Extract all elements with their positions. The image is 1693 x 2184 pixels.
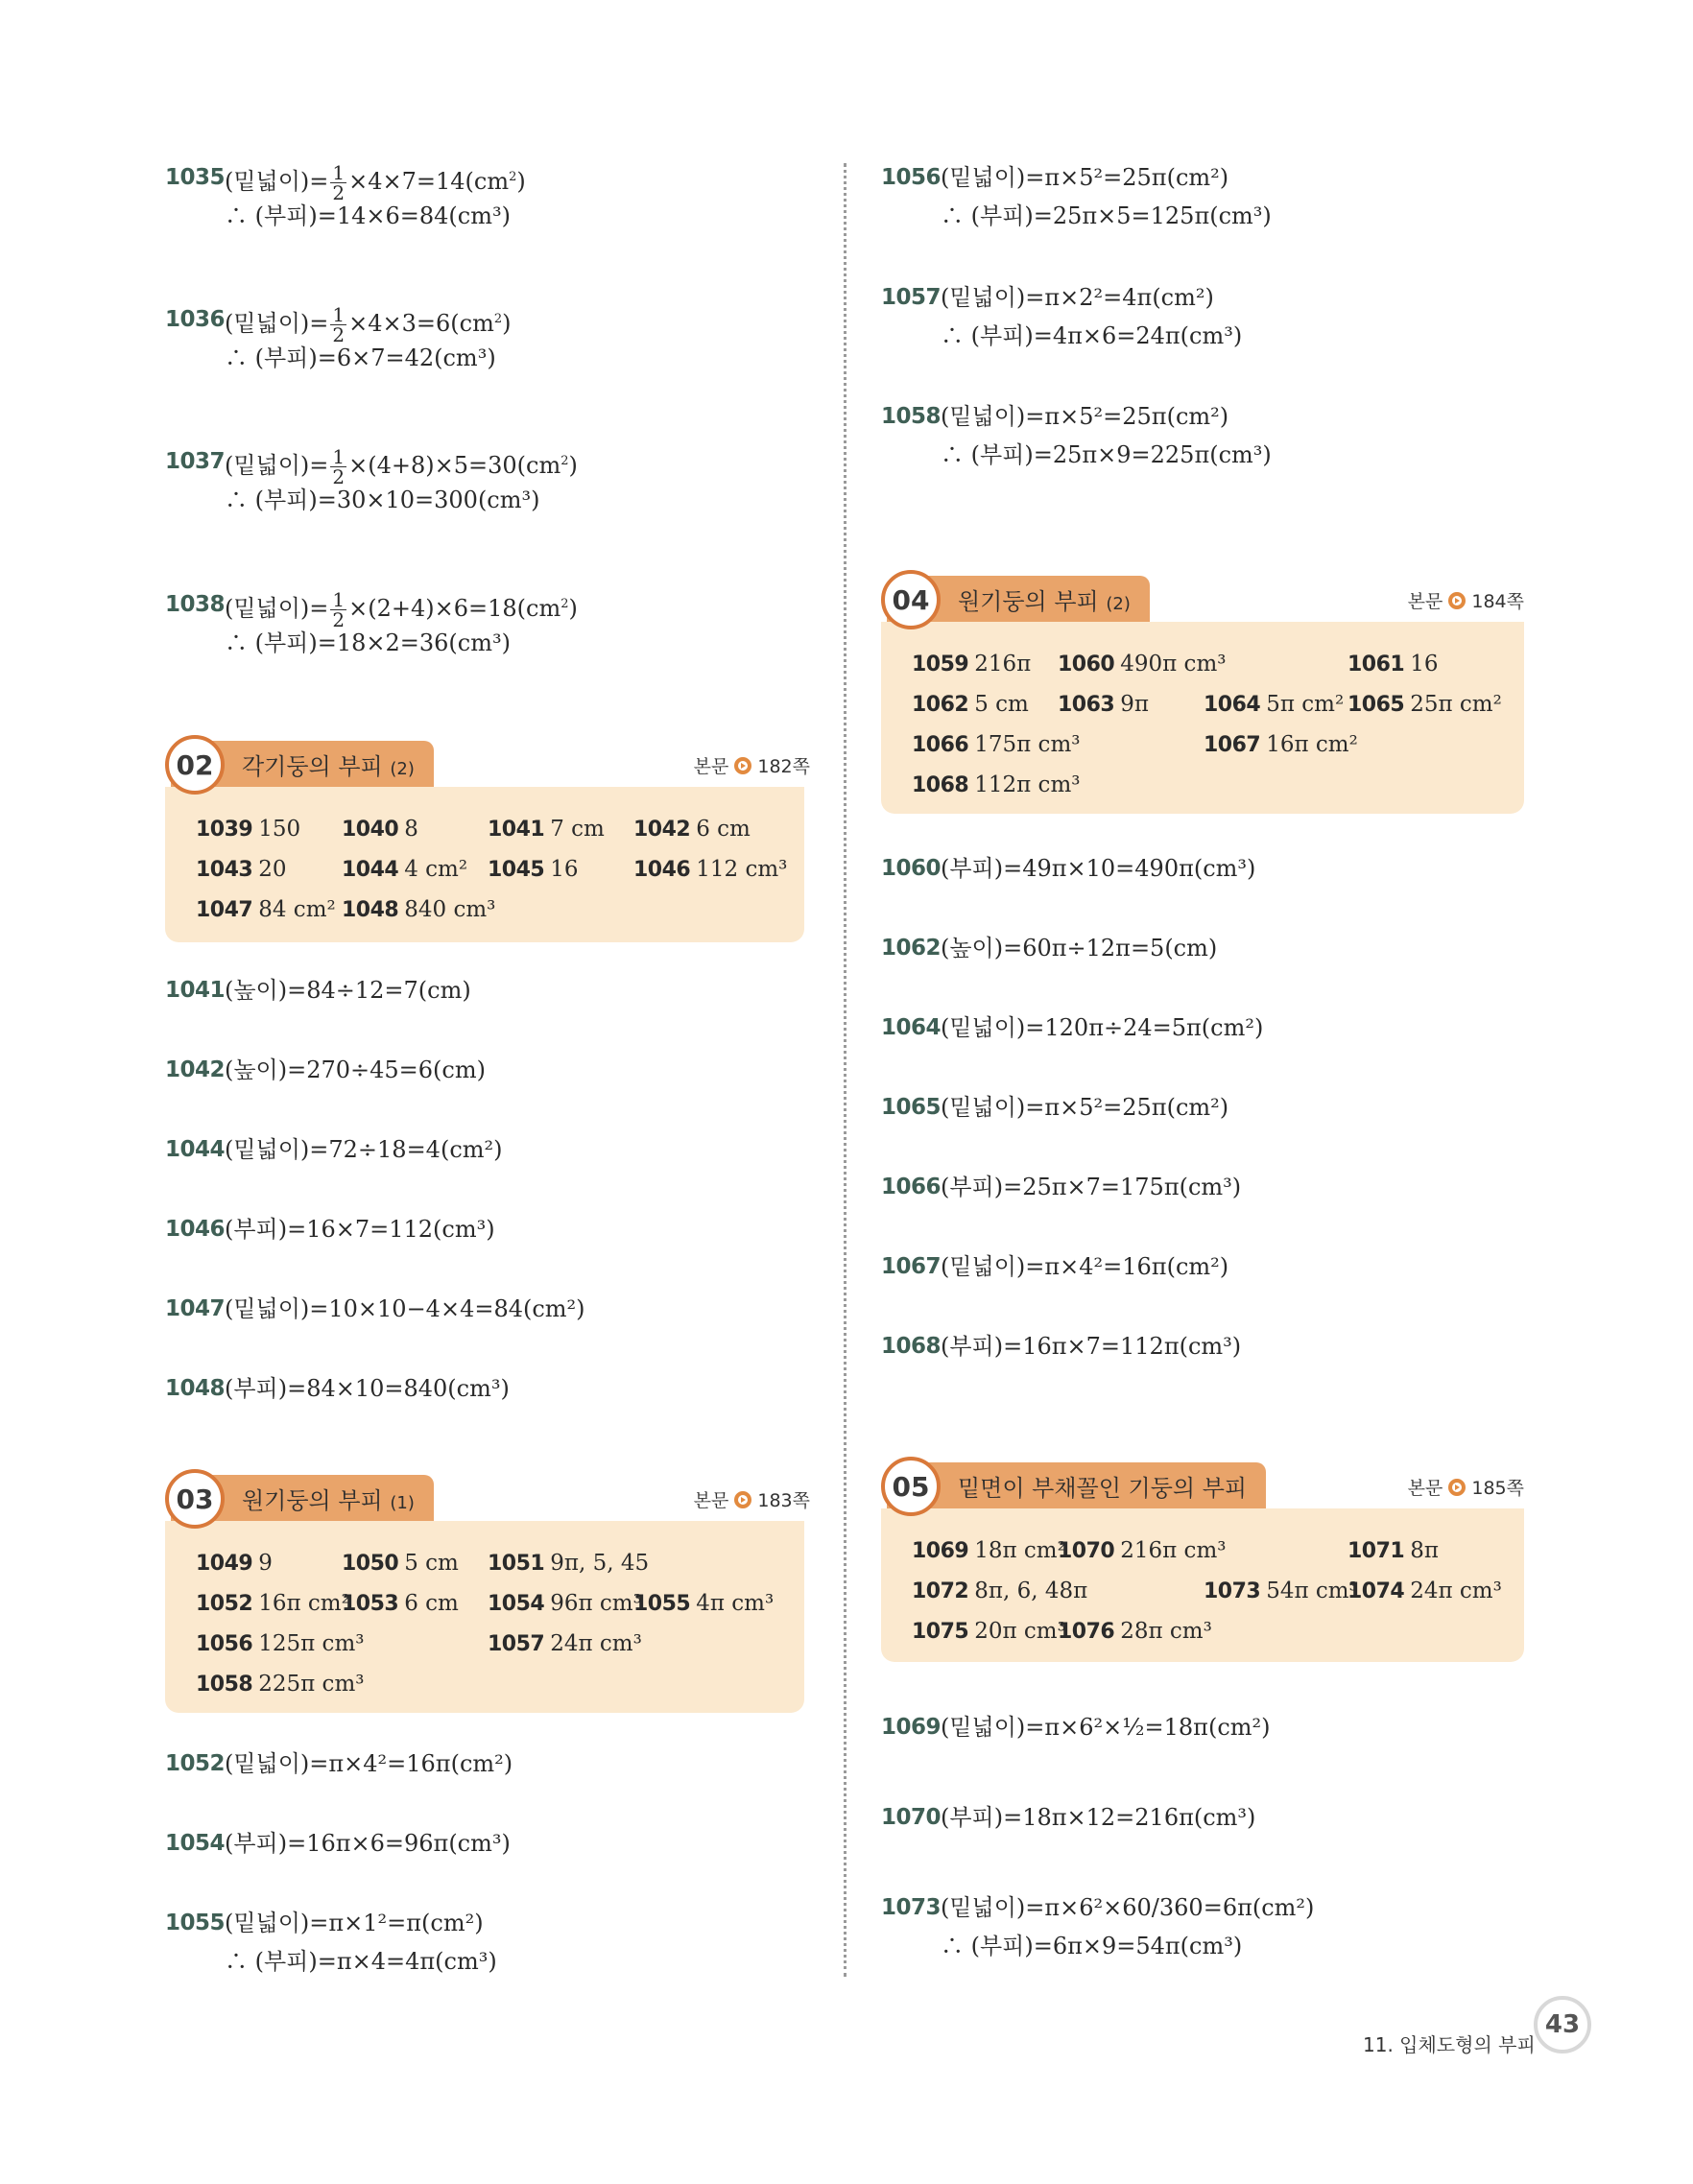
section-badge: 02 [165, 735, 225, 795]
page-reference: 본문 184쪽 [1407, 591, 1524, 612]
solution-line: (밑넓이)=π×6²×60/360=6π(cm²) [941, 1894, 1315, 1921]
solution-1038 [165, 585, 578, 662]
problem-number: 1044 [165, 1137, 226, 1162]
problem-number: 1035 [165, 165, 226, 190]
problem-number: 1062 [881, 936, 942, 961]
answer-item: 1065 25π cm² [1347, 692, 1502, 717]
solution-1036 [165, 300, 511, 377]
problem-number: 1058 [881, 404, 942, 429]
solution-1073 [881, 1888, 1314, 1965]
solution-line: (밑넓이)= $\frac{1}{2}$ $\times 4\times 7=14(cm^2)$ [225, 161, 526, 204]
solution-line: (부피)=84×10=840(cm³) [225, 1375, 510, 1402]
problem-number: 1038 [165, 592, 226, 617]
solution-1035 [165, 158, 526, 235]
solution-line: (밑넓이)= $\frac{1}{2}$ $\times 4\times 3=6(cm^2)$ [225, 303, 512, 346]
problem-number: 1047 [165, 1296, 226, 1321]
answer-item: 1049 9 [196, 1551, 273, 1576]
solution-line: ∴ (부피)=14×6=84(cm³) [225, 202, 511, 229]
solution-line: (밑넓이)=10×10−4×4=84(cm²) [225, 1295, 585, 1322]
answer-item: 1054 96π cm³ [488, 1591, 642, 1616]
answer-item: 1053 6 cm [342, 1591, 459, 1616]
solution-line: (밑넓이)= $\frac{1}{2}$ $\times(2+4)\times 6=18(cm^2)$ [225, 588, 578, 631]
problem-number: 1068 [881, 1334, 942, 1359]
solution-line: (부피)=16×7=112(cm³) [225, 1216, 495, 1243]
solution-1060 [881, 849, 1255, 888]
problem-number: 1069 [881, 1715, 942, 1740]
section-04-answer-box [881, 622, 1524, 814]
solution-line: ∴ (부피)=6×7=42(cm³) [225, 344, 496, 371]
problem-number: 1064 [881, 1015, 942, 1040]
section-02-header [171, 741, 810, 789]
problem-number: 1057 [881, 285, 942, 310]
answer-item: 1057 24π cm³ [488, 1631, 642, 1656]
problem-number: 1052 [165, 1751, 226, 1776]
solution-line: (밑넓이)=120π÷24=5π(cm²) [941, 1014, 1264, 1041]
solution-line: (밑넓이)= $\frac{1}{2}$ $\times(4+8)\times 5=30(cm^2)$ [225, 445, 578, 488]
section-title: 각기둥의 부피 (2) [242, 752, 415, 780]
problem-number: 1041 [165, 978, 226, 1003]
problem-number: 1054 [165, 1831, 226, 1856]
problem-number: 1065 [881, 1095, 942, 1120]
page-reference: 본문 185쪽 [1407, 1478, 1524, 1499]
answer-item: 1048 840 cm³ [342, 897, 496, 922]
solution-line: (부피)=25π×7=175π(cm³) [941, 1174, 1242, 1200]
answer-item: 1062 5 cm [912, 692, 1029, 717]
solution-1047 [165, 1290, 585, 1328]
section-05-header [887, 1462, 1524, 1510]
answer-item: 1064 5π cm² [1204, 692, 1345, 717]
answer-item: 1071 8π [1347, 1538, 1439, 1563]
answer-item: 1051 9π, 5, 45 [488, 1551, 650, 1576]
problem-number: 1067 [881, 1254, 942, 1279]
answer-item: 1073 54π cm³ [1204, 1579, 1358, 1603]
arrow-circle-icon [1448, 592, 1466, 609]
solution-line: ∴ (부피)=25π×5=125π(cm³) [941, 202, 1272, 229]
answer-item: 1063 9π [1058, 692, 1149, 717]
solution-line: ∴ (부피)=6π×9=54π(cm³) [941, 1933, 1243, 1959]
solution-1052 [165, 1745, 513, 1783]
answer-item: 1072 8π, 6, 48π [912, 1579, 1088, 1603]
section-badge: 04 [881, 570, 941, 629]
solution-line: (높이)=60π÷12π=5(cm) [941, 935, 1218, 961]
arrow-circle-icon [1448, 1479, 1466, 1496]
problem-number: 1046 [165, 1217, 226, 1242]
solution-1048 [165, 1369, 510, 1408]
answer-item: 1052 16π cm² [196, 1591, 350, 1616]
solution-1056 [881, 158, 1272, 235]
page-reference: 본문 183쪽 [693, 1490, 810, 1511]
answer-item: 1040 8 [342, 817, 418, 842]
solution-1065 [881, 1088, 1228, 1127]
problem-number: 1056 [881, 165, 942, 190]
answer-item: 1066 175π cm³ [912, 732, 1081, 757]
answer-item: 1060 490π cm³ [1058, 652, 1227, 677]
answer-item: 1039 150 [196, 817, 301, 842]
section-tab [887, 1462, 1266, 1508]
solution-line: (부피)=18π×12=216π(cm³) [941, 1804, 1256, 1831]
answer-item: 1045 16 [488, 857, 579, 882]
problem-number: 1036 [165, 307, 226, 332]
solution-line: (부피)=16π×7=112π(cm³) [941, 1333, 1242, 1360]
solution-line: (밑넓이)=π×5²=25π(cm²) [941, 164, 1229, 191]
arrow-circle-icon [734, 1491, 751, 1508]
solution-line: ∴ (부피)=25π×9=225π(cm³) [941, 441, 1272, 468]
answer-item: 1043 20 [196, 857, 287, 882]
solution-line: (부피)=16π×6=96π(cm³) [225, 1830, 511, 1857]
problem-number: 1037 [165, 449, 226, 474]
answer-item: 1055 4π cm³ [633, 1591, 775, 1616]
problem-number: 1048 [165, 1376, 226, 1401]
solution-line: (부피)=49π×10=490π(cm³) [941, 855, 1256, 882]
solution-line: (밑넓이)=π×1²=π(cm²) [225, 1910, 484, 1936]
solution-1067 [881, 1247, 1228, 1286]
solution-line: (높이)=84÷12=7(cm) [225, 977, 471, 1004]
solution-1062 [881, 929, 1217, 967]
answer-item: 1059 216π [912, 652, 1032, 677]
solution-1066 [881, 1168, 1241, 1206]
column-divider [844, 163, 846, 1977]
solution-1068 [881, 1327, 1241, 1365]
problem-number: 1070 [881, 1805, 942, 1830]
section-title: 밑면이 부채꼴인 기둥의 부피 [958, 1474, 1248, 1502]
solution-line: (밑넓이)=π×5²=25π(cm²) [941, 1094, 1229, 1121]
solution-line: (밑넓이)=72÷18=4(cm²) [225, 1136, 503, 1163]
section-02-answer-box [165, 787, 804, 942]
solution-1057 [881, 278, 1242, 355]
solution-line: (밑넓이)=π×4²=16π(cm²) [941, 1253, 1229, 1280]
page-reference: 본문 182쪽 [693, 756, 810, 777]
solution-line: (밑넓이)=π×2²=4π(cm²) [941, 284, 1214, 311]
solution-1058 [881, 397, 1272, 474]
solution-1070 [881, 1798, 1255, 1837]
page-number: 43 [1534, 1996, 1591, 2053]
answer-item: 1074 24π cm³ [1347, 1579, 1502, 1603]
problem-number: 1066 [881, 1175, 942, 1199]
problem-number: 1060 [881, 856, 942, 881]
solution-1044 [165, 1130, 503, 1169]
answer-item: 1044 4 cm² [342, 857, 468, 882]
solution-line: (높이)=270÷45=6(cm) [225, 1056, 486, 1083]
solution-1055 [165, 1904, 497, 1981]
solution-1046 [165, 1210, 495, 1248]
answer-item: 1075 20π cm³ [912, 1619, 1066, 1644]
solution-1042 [165, 1051, 486, 1089]
section-03-answer-box [165, 1521, 804, 1713]
answer-item: 1047 84 cm² [196, 897, 336, 922]
answer-item: 1046 112 cm³ [633, 857, 788, 882]
answer-item: 1070 216π cm³ [1058, 1538, 1227, 1563]
arrow-circle-icon [734, 757, 751, 774]
solution-line: (밑넓이)=π×5²=25π(cm²) [941, 403, 1229, 430]
section-04-header [887, 576, 1524, 624]
solution-line: (밑넓이)=π×6²×½=18π(cm²) [941, 1714, 1271, 1741]
section-03-header [171, 1475, 810, 1523]
solution-line: (밑넓이)=π×4²=16π(cm²) [225, 1750, 513, 1777]
solution-1064 [881, 1009, 1263, 1047]
answer-item: 1076 28π cm³ [1058, 1619, 1212, 1644]
problem-number: 1055 [165, 1911, 226, 1935]
section-05-answer-box [881, 1508, 1524, 1662]
answer-item: 1068 112π cm³ [912, 772, 1081, 797]
problem-number: 1042 [165, 1057, 226, 1082]
solution-1037 [165, 442, 578, 519]
section-title: 원기둥의 부피 (1) [242, 1486, 415, 1514]
solution-1041 [165, 971, 471, 1009]
answer-item: 1050 5 cm [342, 1551, 459, 1576]
answer-item: 1069 18π cm² [912, 1538, 1066, 1563]
chapter-footer: 11. 입체도형의 부피 [1363, 2033, 1536, 2056]
solution-line: ∴ (부피)=π×4=4π(cm³) [225, 1948, 497, 1975]
answer-item: 1061 16 [1347, 652, 1439, 677]
section-title: 원기둥의 부피 (2) [958, 587, 1131, 615]
solution-1069 [881, 1708, 1271, 1746]
section-badge: 05 [881, 1457, 941, 1516]
answer-item: 1058 225π cm³ [196, 1672, 365, 1697]
solution-line: ∴ (부피)=30×10=300(cm³) [225, 487, 540, 513]
answer-item: 1042 6 cm [633, 817, 751, 842]
solution-1054 [165, 1824, 511, 1863]
answer-item: 1056 125π cm³ [196, 1631, 365, 1656]
answer-item: 1041 7 cm [488, 817, 605, 842]
solution-line: ∴ (부피)=18×2=36(cm³) [225, 629, 511, 656]
section-badge: 03 [165, 1469, 225, 1529]
solution-line: ∴ (부피)=4π×6=24π(cm³) [941, 322, 1243, 349]
answer-item: 1067 16π cm² [1204, 732, 1358, 757]
problem-number: 1073 [881, 1895, 942, 1920]
